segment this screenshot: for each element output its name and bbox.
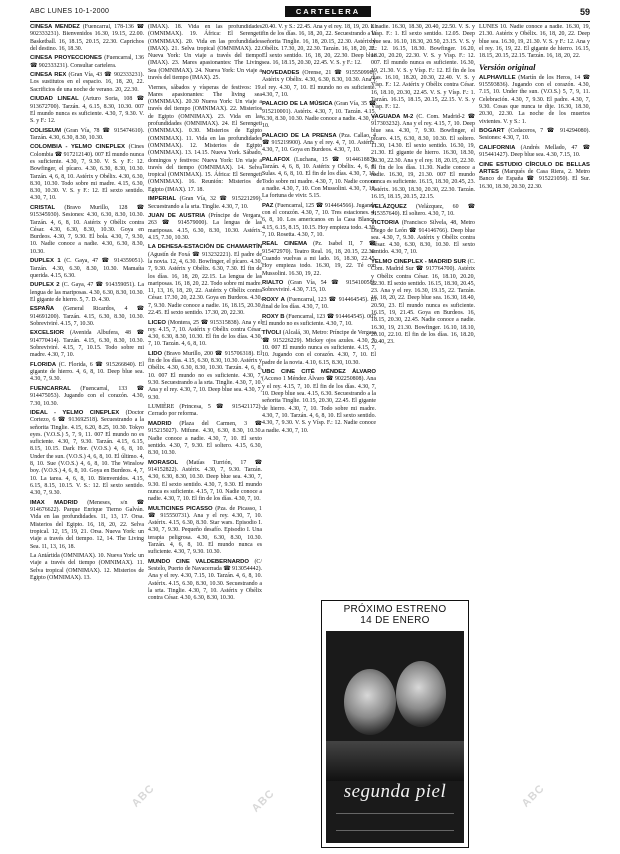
listing: CINE ESTUDIO CÍRCULO DE BELLAS ARTES (Marqués de Casa Riera, 2. Metro Banco de España ☎ 915221050). El Sur. 16.30, 18.30, 20.30, 22.30.: [479, 161, 590, 190]
listing: BOGART (Cedaceros, 7 ☎ 914294080). Sesiones: 4.30, 7, 10.: [479, 128, 590, 142]
listing: FUENCARRAL (Fuencarral, 133 ☎ 914475053). Jugando con el corazón. 4.30, 7.30, 10.30.: [30, 385, 144, 407]
listing: NOVEDADES (Orense, 21 ☎ 915550998). Astérix y Obélix. 4.30, 6.30, 8.30, 10.30. Ana y el rey. 4.30, 7, 10. El mundo no es suficiente. 4.30, 7, 10.: [262, 69, 376, 98]
listing: PALACIO DE LA MÚSICA (Gran Vía, 35 ☎ 915210001). Astérix. 4.30, 7, 10. Tarzán. 4.15, 6.30, 8.30, 10.30. Nadie conoce a nadie. 4.30, 7, 10.: [262, 101, 376, 130]
venue-name: IMPERIAL: [148, 196, 180, 203]
listing: ESPAÑA (General Ricardos, 4 ☎ 914691200). Tarzán. 4.15, 6.30, 8.30, 10.30. Sobreviviré. 4.15, 7, 10.30.: [30, 306, 144, 327]
listing: VICTORIA (Francisco Silvela, 48, Metro Diego de León ☎ 914146766). Deep blue sea. 4.30, 7, 9.30. Astérix y Obélix contra César. 4.30, 6.30, 8.30, 10.30. El sexto sentido. 4.30, 7, 10.: [371, 220, 475, 256]
venue-name: LIDO: [148, 350, 165, 357]
actor-face-right: [396, 661, 446, 727]
listing: EXCELSIOR (Avenida Albufera, 48 ☎ 914770414). Tarzán. 4.15, 6.30, 8.30, 10.30. Sobreviviré. 4.15, 7, 10.15. Todo sobre mi madre. 4.30, 7, 10.: [30, 330, 144, 359]
venue-name: PALAFOX: [262, 156, 295, 163]
listing: LA DEHESA-ESTACIÓN DE CHAMARTÍN (Agustín de Foxá ☎ 913232221). El padre de la novia. 12, 4, 6.30. Bowfinger, el pícaro. 4.30, 7, 9.30. Astérix y Obélix. 6.30, 7.30. El fin de los días. 16, 18, 20, 22.15. La lengua de las mariposas. 16, 18, 20, 22. Todo sobre mi madre. 11, 13, 16, 18, 20, 22. Astérix y Obélix contra César. 17.30, 20, 22.30. Goya en Burdeos. 4.30, 7, 9.30. Nadie conoce a nadie. 16, 18.15, 20.30, 22.45. El sexto sentido. 17.30, 20, 22.30.: [148, 244, 262, 317]
venue-name: IMAX MADRID: [30, 499, 88, 506]
page-number: 59: [579, 7, 590, 17]
listing: CRISTAL (Bravo Murillo, 128 ☎ 915345930). Sesiones: 4.30, 6.30, 8.30, 10.30. Tarzán. 4, 6, 8, 10. Astérix y Obélix contra César. 4.30, 6.30, 8.30, 10.30. Goya en Burdeos. 4.30, 7, 9.30. El bola. 4.30, 7, 9.30, 10. Nadie conoce a nadie. 4.30, 6.30, 8.30, 10.30.: [30, 204, 144, 255]
ad-headline-line1: PRÓXIMO ESTRENO: [343, 604, 447, 615]
listing: DUPLEX 2 (C. Gaya, 47 ☎ 914359051). La lengua de las mariposas. 4.30, 6.30, 8.30, 10.30. El gigante de hierro. 5, 7. D. 4.30.: [30, 282, 144, 303]
watermark-stamp: ABC: [249, 787, 278, 815]
listing: UBC CINE CITÉ MÉNDEZ ÁLVARO (Acceso 1 Méndez Álvaro ☎ 902250808). Ana y el rey. 4.15, 7, 10. El fin de los días. 4.30, 7, 10. Deep blue sea. 4.15, 6.30. Secuestrando a la señorita Tinglie. 10.15, 20.30, 22.45. El gigante de hierro. 4.30, 7, 10. Todo sobre mi madre. 4.30, 7, 10. Tarzán. 4, 6, 8, 10. El sexto sentido. 4.30, 7, 9.30. V. S. y Vísp. F.: 12. Nadie conoce a nadie. 4.30, 7, 10.: [262, 369, 376, 434]
venue-name: FLORIDA: [30, 361, 59, 368]
listing: CINESA MÉNDEZ (Fuencarral, 178-136 ☎ 902333231). Bienvenidos 16.30, 19.15, 22.00. Basketball. 16, 18.15, 20.15, 22.30. Caprichos del destino. 16, 18.30.: [30, 24, 144, 52]
ad-credits-block: [336, 813, 454, 831]
page-header: [30, 6, 590, 20]
venue-name: YELMO CINEPLEX - MADRID SUR: [371, 258, 468, 265]
listing: CINESA PROYECCIONES (Fuencarral, 136 ☎ 902333231). Consultar cartelera.: [30, 55, 144, 69]
listing: ALPHAVILLE (Martín de los Heros, 14 ☎ 915593836). Jugando con el corazón. 4.30, 7.15, 10. Under the sun. (V.O.S.) 5, 7, 9, 11. Celebración. 4.30, 7, 9.30. El padre. 4.30, 7, 9.30. Cosas que nunca te dije. 16.30, 18.30, 20.30, 22.30. La noche de los muertos vivientes. V. y S.: 1.: [479, 74, 590, 125]
venue-name: BOGART: [479, 128, 509, 135]
venue-name: COLISEUM: [30, 127, 65, 134]
venue-name: PALACIO DE LA PRENSA: [262, 132, 340, 139]
venue-name: FUENCARRAL: [30, 385, 81, 392]
venue-name: NOVEDADES: [262, 69, 303, 76]
section-title: CARTELERA: [285, 6, 371, 17]
listing: a nadie. 16.30, 18.30, 20.40, 22.50. V. S. y Vísp. F.: 1. El sexto sentido. 12.05. Deep blue sea. 16.10, 18.30, 20.50, 23.15. V. S. y F.: 12. 16.15, 18.30. Bowfinger. 16.20, 18.20, 20.20, 22.30. V. S. y Vísp. F.: 12. 007. El mundo nunca es suficiente. 16.30, 19, 21.30. V. S. y Vísp. F.: 12. El fin de los días. 16.10, 18.20, 20.30, 22.40. V. S. y Vísp. F.: 12. Astérix y Obélix contra César. 16, 18.10, 20.30, 22.45. V. S. y Vísp. F.: 1. Tarzán. 16.15, 18.15, 20.15, 22.15. V. S. y Vísp. F.: 12.: [371, 24, 475, 111]
venue-name: MADRID: [148, 420, 180, 427]
listing: REAL CINEMA (Pz. Isabel II, 7 ☎ 915472970). Teatro Real. 16, 18, 20.15, 22.30. Cuando vuelvas a mi lado. 16, 18.30, 22.45. Hoy empieza todo. 16.30, 19, 22. Té con Mussolini. 16.30, 19, 22.: [262, 241, 376, 277]
ad-photo: [326, 631, 464, 843]
column-5: [479, 24, 590, 846]
listing: IDEAL - YELMO CINEPLEX (Doctor Cortezo, 6 ☎ 913692518). Secuestrando a la señorita Tinglie. 4.15, 6.20, 8.25, 10.30. Tokyo eyes. (V.O.S.) 5, 7, 9, 11. 007 El mundo no es suficiente. 4.30, 7, 9.30. Tarzán. 4.15, 6.15, 8.15, 10.15. Dark Hor. (V.O.S.) 4, 6, 8, 10. Under the sun. (V.O.S.) 4, 6, 8, 10. El último. 4, 8, 10. Sue (V.O.S.) 4, 6, 8, 10. The Winslow boy. (V.O.S.) 4, 6, 8, 10. Goya en Burdeos. 4, 7, 10. La tarea. 4, 6, 8, 10. Bienvenidos. 4.15, 6.15, 8.15, 10.15. V. S.: 12. El sexto sentido. 4.30, 7, 9.30.: [30, 409, 144, 497]
ad-headline-line2: 14 DE ENERO: [360, 615, 430, 626]
listing: LICEO (Montera, 25 ☎ 915315838). Ana y el rey. 4.15, 7, 10. Astérix y Obélix contra César. 4.30, 6.30, 8.30, 10.30. El fin de los días. 4.30, 7, 10. Tarzán. 4, 6, 8, 10.: [148, 319, 262, 348]
venue-name: MULTICINES PICASSO: [148, 505, 216, 512]
venue-name: JUAN DE AUSTRIA: [148, 212, 209, 219]
venue-name: PAZ: [262, 202, 276, 209]
listing: PALACIO DE LA PRENSA (Pza. Callao, 4 ☎ 915219900). Ana y el rey. 4, 7, 10. Astérix. 4.30, 7, 10. Goya en Burdeos. 4.30, 7, 10.: [262, 132, 376, 154]
venue-name: REAL CINEMA: [262, 241, 314, 248]
watermark-stamp: ABC: [519, 782, 548, 810]
venue-name: VAGUADA M-2: [371, 113, 417, 120]
venue-name: CIUDAD LINEAL: [30, 96, 84, 103]
actor-face-left: [344, 669, 396, 735]
venue-name: PALACIO DE LA MÚSICA: [262, 101, 335, 108]
listing: CINESA REX (Gran Vía, 43 ☎ 902333231). Los sustitutos en el espacio. 16, 18, 20, 22. Sacrificios de una noche de verano. 20, 22.30.: [30, 72, 144, 93]
venue-name: CALIFORNIA: [479, 144, 521, 151]
listing: CALIFORNIA (Andrés Mellado, 47 ☎ 915441427). Deep blue sea. 4.30, 7.15, 10.: [479, 144, 590, 159]
film-advertisement: [321, 600, 469, 848]
film-title: segunda piel: [343, 781, 447, 802]
venue-name: TÍVOLI: [262, 330, 283, 337]
venue-name: VICTORIA: [371, 220, 402, 227]
venue-name: ROXY B: [262, 313, 287, 320]
venue-name: CRISTAL: [30, 204, 65, 211]
column-2: [148, 24, 262, 846]
venue-name: ESPAÑA: [30, 306, 64, 313]
listing: PALAFOX (Luchana, 15 ☎ 914461887). Tarzán. 4, 6, 8, 10. Astérix y Obélix. 4, 6, 8. Sulas. 4, 6, 8, 10. El fin de los días. 4.30, 7, 10. Todo sobre mi madre. 4.30, 7, 10. Nadie conoce a nadie. 4.30, 7, 10. Con Mussolini. 4.30, 7, 10. La fortuna de vivir. 5.15.: [262, 156, 376, 200]
issue-date: ABC LUNES 10-1-2000: [30, 8, 110, 15]
header-rule: [30, 21, 590, 22]
listing: COLISEUM (Gran Vía, 78 ☎ 915474610). Tarzán. 4.30, 6.30, 8.30, 10.30.: [30, 127, 144, 141]
venue-name: UBC CINE CITÉ MÉNDEZ ÁLVARO: [262, 369, 376, 376]
listing: ROXY A (Fuencarral, 123 ☎ 914464545). El final de los días. 4.30, 7, 10.: [262, 296, 376, 311]
venue-name: RIALTO: [262, 280, 289, 287]
venue-name: LICEO: [148, 319, 168, 326]
listing: COLOMBIA - YELMO CINEPLEX (Cines Colombia ☎ 917212140). 007 El mundo nunca es suficiente. 4.30, 7, 9.30. V. S. y F.: 12. Bowfinger, el pícaro. 4.30, 6.30, 8.30, 10.30. Tarzán. 4, 6, 8, 10. Astérix y Obélix. 4.30, 6.30, 8.30, 10.30. Todo sobre mi madre. 4.15, 6.30, 8.30, 10.30. V. S. y F.: 12. El sexto sentido. 4.30, 7, 10.: [30, 144, 144, 202]
listing: LUMIÈRE (Princesa, 5 ☎ 915421172). Cerrado por reforma.: [148, 404, 262, 418]
venue-name: IDEAL - YELMO CINEPLEX: [30, 409, 126, 416]
listing: VELÁZQUEZ (Velázquez, 60 ☎ 915357640). El soltero. 4.30, 7, 10.: [371, 203, 475, 217]
listing: JUAN DE AUSTRIA (Príncipe de Vergara, 263 ☎ 914579000). La lengua de las mariposas. 4.15, 6.30, 8.30, 10.30. Astérix. 4.15, 7.30, 10.30.: [148, 212, 262, 241]
venue-name: MORASOL: [148, 459, 187, 466]
venue-name: CINESA PROYECCIONES: [30, 55, 105, 62]
venue-name: CINESA REX: [30, 72, 69, 79]
listing: TÍVOLI (Alcalá, 30, Metro: Príncipe de Vergara ☎ 915226229). Mickey ojos azules. 4.30, 7, 10. 007 El mundo nunca es suficiente. 4.15, 7, 10. Jugando con el corazón. 4.30, 7, 10. El padre de la novia. 4.10, 6.15, 8.30, 10.30.: [262, 330, 376, 366]
venue-name: CINE ESTUDIO CÍRCULO DE BELLAS ARTES: [479, 161, 590, 175]
listing: PAZ (Fuencarral, 125 ☎ 914464566). Jugando con el corazón. 4.30, 7, 10. Tres estaciones. 4, 6, 8, 10. Los americanos en la Casa Blanca. 4.15, 6.15, 8.15, 10.15. Hoy empieza todo. 4.30, 7, 10. Rosetta. 4.30, 7, 10.: [262, 202, 376, 238]
listing: YELMO CINEPLEX - MADRID SUR (C. Com. Madrid Sur ☎ 917764700). Astérix y Obélix contra César. 16, 18.10, 20.20, 22.30. El sexto sentido. 16.15, 18.30, 20.45, 23. Ana y el rey. 16.30, 19.15, 22. Tarzán. 16, 18, 20, 22. Deep blue sea. 16.30, 18.40, 20.50, 23. El mundo nunca es suficiente. 16.15, 19, 21.45. Goya en Burdeos. 16, 18.15, 20.30, 22.45. Nadie conoce a nadie. 16.30, 19, 21.30. Bowfinger. 16.10, 18.10, 20.10, 22.10. El fin de los días. 16, 18.20, 20.40, 23.: [371, 258, 475, 346]
listing: DUPLEX 1 (C. Gaya, 47 ☎ 914359051). Tarzán. 4.30, 6.30, 8.30, 10.30. Mamaíta querida. 4.15, 6.30.: [30, 258, 144, 279]
listing: ROXY B (Fuencarral, 123 ☎ 914464545). 007 El mundo no es suficiente. 4.30, 7, 10.: [262, 313, 376, 327]
ad-headline: [322, 601, 468, 626]
venue-name: VELÁZQUEZ: [371, 203, 416, 210]
listing: La Antártida (OMNIMAX). 10. Nueva York: un viaje a través del tiempo (OMNIMAX). 11. Selva tropical (OMNIMAX). 12. Misterios de Egipto (OMNIMAX). 13.: [30, 553, 144, 581]
column-1: [30, 24, 144, 846]
listing: 20.40. V. y S.: 22.45. Ana y el rey. 18, 19, 20. El fin de los días. 16, 18, 20, 22. Secuestrando a la señorita Tinglie. 16, 18, 20.15, 22.30. Astérix y Obélix. 17.30, 20, 22.30. Tarzán. 16, 18, 20, 22. El sexto sentido. 16, 18, 20, 22.30. Deep blue sea. 16, 18.15, 20.30, 22.45. V. S. y F.: 12.: [262, 24, 376, 67]
subsection-heading: Versión original: [479, 62, 536, 73]
listing: VAGUADA M-2 (C. Com. Madrid-2 ☎ 917303232). Ana y el rey. 4.15, 7, 10. Deep blue sea. 4.30, 7, 9.30. Bowfinger, el pícaro. 4.15, 6.30, 8.30, 10.30. El soltero. 11.30, 14.30. El sexto sentido. 16.30, 19, 21.30. El gigante de hierro. 16.30, 18.30, 20.30, 22.30. Ana y el rey. 18, 20.15, 22.30. El fin de los días. 11.30. Nadie conoce a nadie. 16.30, 19, 21.30. 007 El mundo nunca es suficiente. 16.15, 18.30, 20.45, 23. Astérix. 16.30, 18.30, 20.30, 22.30. Tarzán. 16.15, 18.15, 20.15, 22.15.: [371, 113, 475, 201]
watermark-stamp: ABC: [129, 782, 158, 810]
listing: MORASOL (Matías Turrión, 17 ☎ 914152822). Astérix. 4.30, 7, 9.30. Tarzán. 4.30, 6.30, 8.30, 10.30. Deep blue sea. 4.30, 7, 9.30. El sexto sentido. 4.30, 7, 9.30. El mundo nunca es suficiente. 4.15, 7, 10. Nadie conoce a nadie. 4.30, 7, 10. El fin de los días. 4.30, 7, 10.: [148, 459, 262, 503]
venue-name: DUPLEX 2: [30, 282, 62, 289]
listing: IMPERIAL (Gran Vía, 32 ☎ 915221299). Secuestrando a la srta. Tinglie. 4.30, 7, 10.: [148, 196, 262, 210]
listing: MADRID (Plaza del Carmen, 3 ☎ 915215027). Mifune. 4.30, 6.30, 8.30, 10.30. Nadie conoce a nadie. 4.30, 7, 10. El sexto sentido. 4.30, 7, 9.30. El soltero. 4.15, 6.30, 8.30, 10.30.: [148, 420, 262, 457]
venue-name: EXCELSIOR: [30, 330, 70, 337]
listing: (IMAX). 18. Vida en las profundidades (OMNIMAX). 19. África: El Serengeti (OMNIMAX). 20. Vida en las profundidades (IMAX). 21. Selva tropical (OMNIMAX). 22. Nueva York: Un viaje a través del tiempo (IMAX). 23. Mares apasionantes: The Living Sea (OMNIMAX). 24. Nueva York: Un viaje a través del tiempo (IMAX). 25.: [148, 24, 262, 82]
venue-name: LA DEHESA-ESTACIÓN DE CHAMARTÍN: [148, 244, 262, 251]
venue-name: ROXY A: [262, 296, 287, 303]
listing: LIDO (Bravo Murillo, 200 ☎ 915706318). El fin de los días. 4.15, 6.30, 8.30, 10.30. Astérix y Obélix. 4.30, 6.30, 8.30, 10.30. Tarzán. 4, 6, 8, 10. 007 El mundo no es suficiente. 4.30, 7, 9.30. Secuestrando a la srta. Tinglie. 4.30, 7, 10. Ana y el rey. 4.30, 7, 10. Deep blue sea. 4.30, 7, 9.30.: [148, 350, 262, 401]
listing: MUNDO CINE VALDEBERNARDO (C/ Sestelo, Puerto de Navacerrada ☎ 913054442). Ana y el rey. 4.30, 7.15, 10. Tarzán. 4, 6, 8, 10. Astérix. 4.15, 6.30, 8.30, 10.30. Secuestrando a la srta. Tinglie. 4.30, 7, 10. Astérix y Obélix contra César. 4.30, 6.30, 8.30, 10.30.: [148, 558, 262, 602]
listing: MULTICINES PICASSO (Pza. de Picasso, 1 ☎ 915550731). Ana y el rey. 4.30, 7, 10. Astérix. 4.15, 6.30, 8.30. Star wars. Episodio I. 4.30, 7, 9.30. Pequeño desafío. Episodio I. Una terapia peligrosa. 4.30, 6.30, 8.30, 10.30. Tarzán. 4, 6, 8, 10. El mundo nunca es suficiente. 4.30, 7, 9.30. 10.30.: [148, 505, 262, 556]
listing: RIALTO (Gran Vía, 54 ☎ 915410058). Sobreviviré. 4.30, 7.15, 10.: [262, 280, 376, 294]
venue-name: CINESA MÉNDEZ: [30, 24, 83, 30]
column-3: [262, 24, 376, 596]
venue-name: DUPLEX 1: [30, 258, 65, 265]
listing: FLORIDA (C. Florida, 6 ☎ 915266840). El gigante de hierro. 4, 6, 8, 10. Deep blue sea. 4.30, 7, 9.30.: [30, 361, 144, 383]
listing: LUNES 10. Nadie conoce a nadie. 16.30, 19, 21.30. Astérix y Obélix. 16, 18, 20, 22. Deep blue sea. 16.30, 19, 21.30. V. S. y F.: 12. Ana y el rey. 16, 19, 22. El gigante de hierro. 16.15, 18.15, 20.15, 22.15. Tarzán. 16, 18, 20, 22.: [479, 24, 590, 60]
listing: Viernes, sábados y vísperas de festivos: 19. Mares apasionantes: The living sea (OMNIMAX). 20.30 Nueva York: Un viaje a través del tiempo (OMNIMAX). 22. Misterios de Egipto (OMNIMAX). 23. Vida en las profundidades (OMNIMAX). 24. El Serengeti (OMNIMAX). 0.30. Misterios de Egipto (OMNIMAX). 11. Vida en las profundidades (OMNIMAX). 12. Misterios de Egipto (OMNIMAX). 13. 14.15. Nueva York. Sábado, domingos y festivos: Nueva York: Un viaje a través del tiempo (OMNIMAX). 14. Selva tropical (OMNIMAX). 15. África: El Serengeti (OMNIMAX). 16. Reunión: Misterios de Egipto (IMAX). 17. 18.: [148, 84, 262, 193]
listing: CIUDAD LINEAL (Arturo Soria, 108 ☎ 913672700). Tarzán. 4, 6.15, 8.30, 10.30. 007 El mundo nunca es suficiente. 4.30, 7, 9.30. V. S. y F.: 12.: [30, 96, 144, 125]
listing: IMAX MADRID (Meneses, s/n ☎ 914676622). Parque Enrique Tierno Galván. Vida en las profundidades. 11, 13, 17. Orsa. Misterios del Egipto. 16, 18, 20, 22. Selva tropical. 12, 15, 19, 21. Orsa. Nueva York: un viaje a través del tiempo. 12, 14. The Living Sea. 11, 13, 16, 18.: [30, 499, 144, 550]
venue-name: MUNDO CINE VALDEBERNARDO: [148, 558, 255, 565]
venue-name: COLOMBIA - YELMO CINEPLEX: [30, 144, 129, 151]
ad-photo-shadow: [326, 741, 464, 781]
venue-name: ALPHAVILLE: [479, 74, 519, 81]
